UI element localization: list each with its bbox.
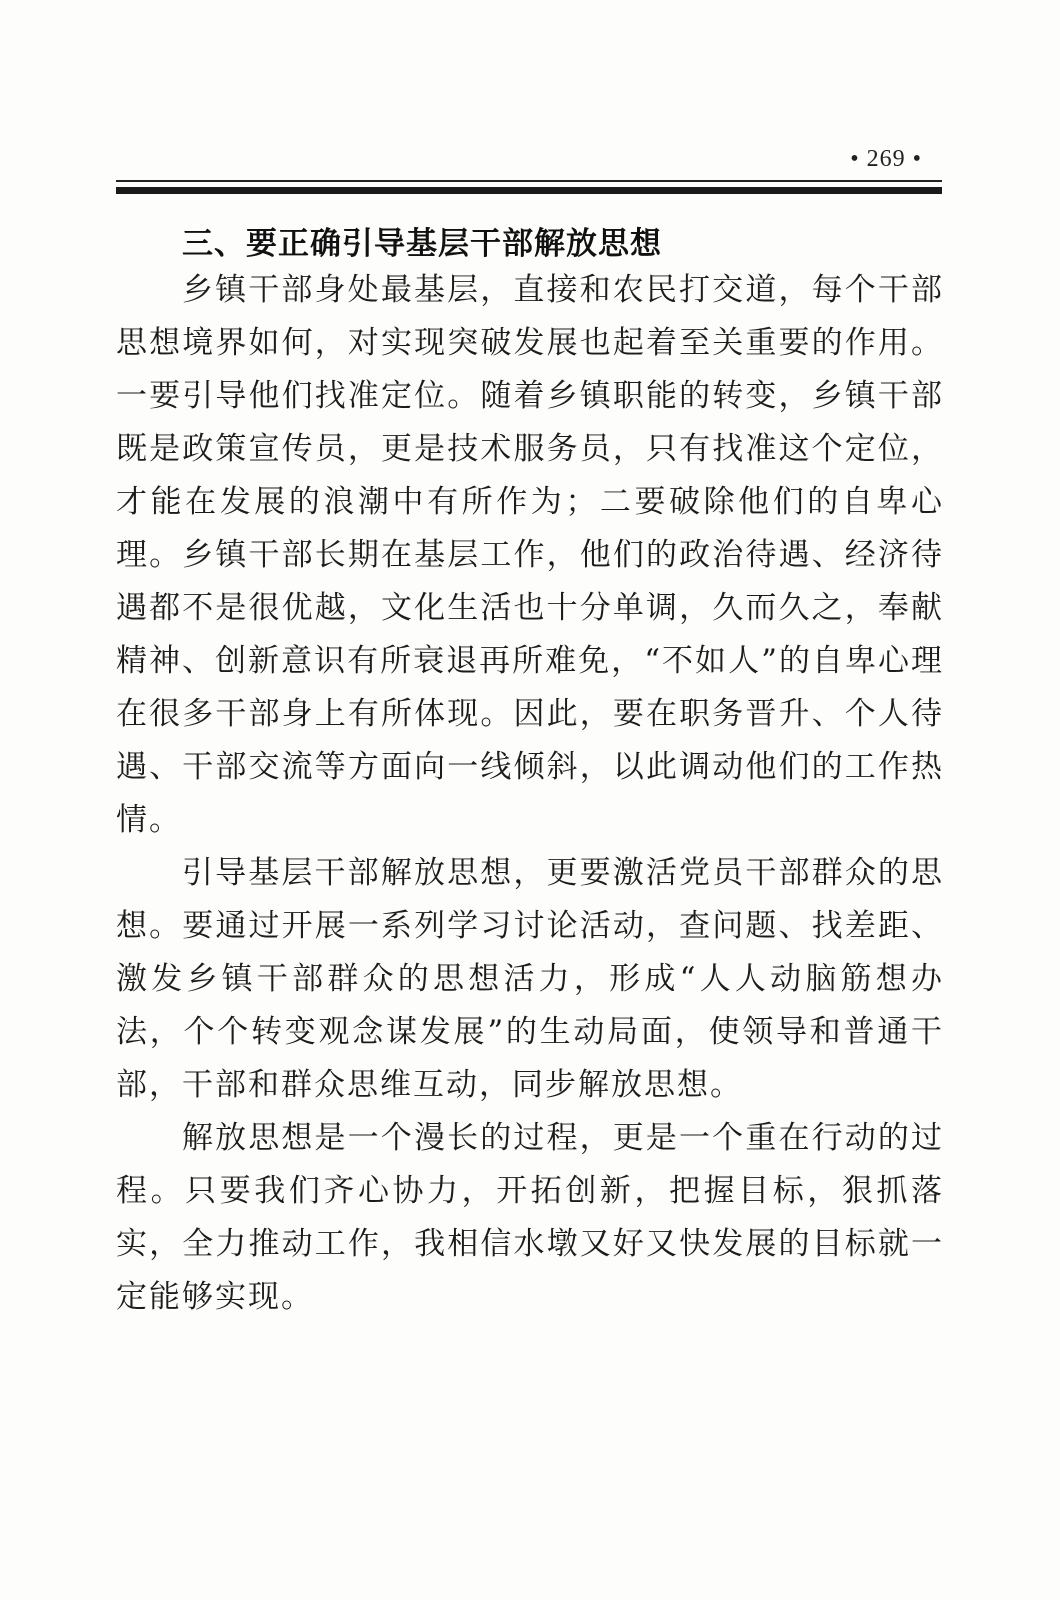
paragraph: 引导基层干部解放思想，更要激活党员干部群众的思想。要通过开展一系列学习讨论活动，查问题、找差距、激发乡镇干部群众的思想活力，形成“人人动脑筋想办法，个个转变观念谋发展”的生动局面，使领导和普通干部，干部和群众思维互动，同步解放思想。 — [116, 855, 944, 1103]
page-number: • 269 • — [850, 146, 922, 172]
section-heading: 三、要正确引导基层干部解放思想 — [182, 226, 662, 262]
header-rule-thin — [116, 180, 942, 182]
paragraph: 解放思想是一个漫长的过程，更是一个重在行动的过程。只要我们齐心协力，开拓创新，把握目标，狠抓落实，全力推动工作，我相信水墩又好又快发展的目标就一定能够实现。 — [116, 1120, 944, 1315]
paragraph: 乡镇干部身处最基层，直接和农民打交道，每个干部思想境界如何，对实现突破发展也起着至关重要的作用。一要引导他们找准定位。随着乡镇职能的转变，乡镇干部既是政策宣传员，更是技术服务员，只有找准这个定位，才能在发展的浪潮中有所作为；二要破除他们的自卑心理。乡镇干部长期在基层工作，他们的政治待遇、经济待遇都不是很优越，文化生活也十分单调，久而久之，奉献精神、创新意识有所衰退再所难免，“不如人”的自卑心理在很多干部身上有所体现。因此，要在职务晋升、个人待遇、干部交流等方面向一线倾斜，以此调动他们的工作热情。 — [116, 272, 944, 838]
header-rule-thick — [116, 187, 942, 194]
body-text — [116, 264, 944, 1324]
